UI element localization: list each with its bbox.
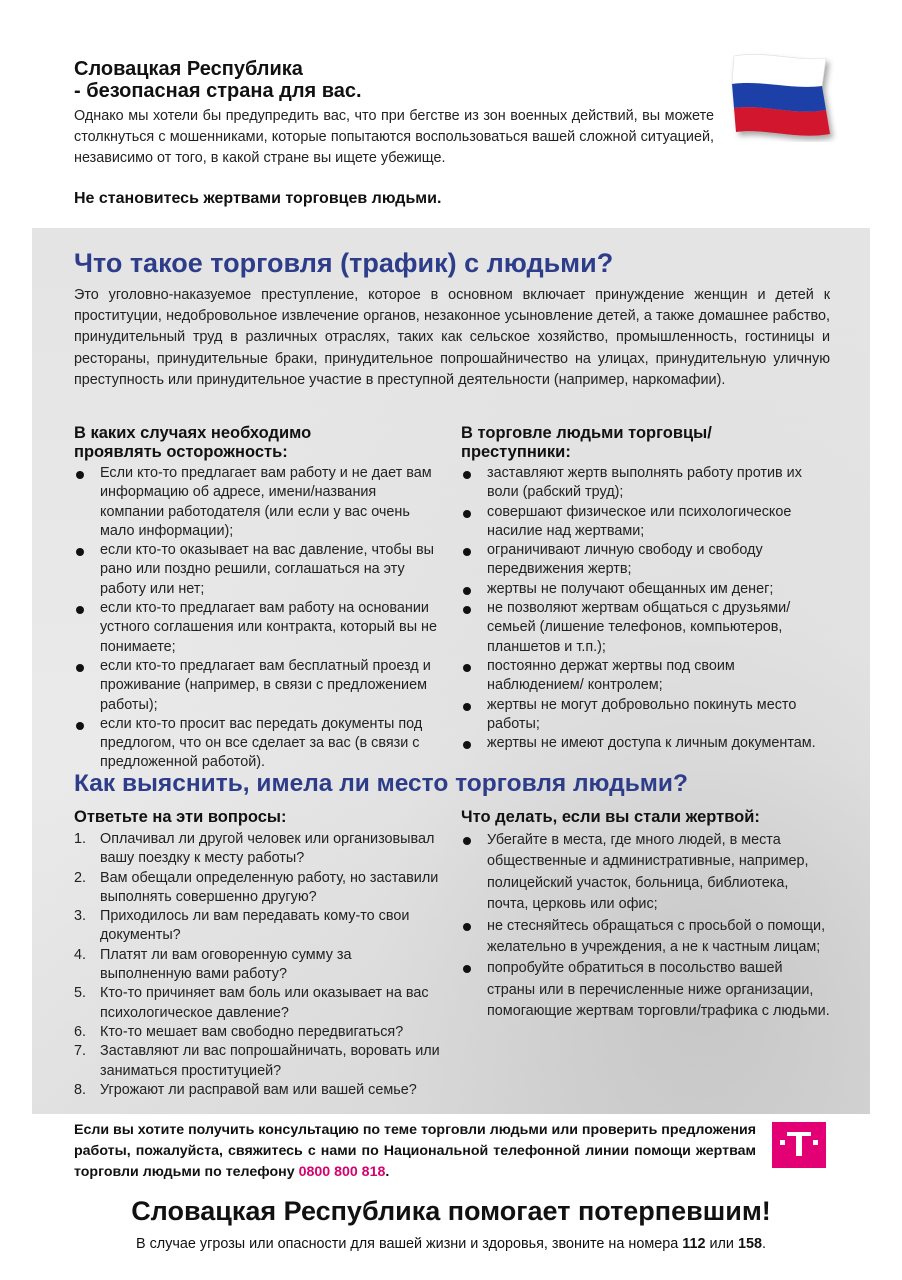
list-item (74, 907, 446, 946)
list-item: попробуйте обратиться в посольство вашей страны или в перечисленные ниже организации, помогающие жертвам торговли/трафика с людьми. (461, 958, 831, 1022)
caution-heading (74, 424, 311, 462)
list-item: если кто-то предлагает вам работу на основании устного соглашения или контракта, который вы не понимаете; (74, 599, 444, 657)
warning-text: Не становитесь жертвами торговцев людьми. (74, 190, 442, 207)
list-number: 4. (74, 946, 87, 963)
traffickers-list (461, 464, 829, 753)
list-item: заставляют жертв выполнять работу против их воли (рабский труд); (461, 464, 829, 503)
traffickers-heading (461, 424, 712, 462)
list-item: совершают физическое или психологическое насилие над жертвами; (461, 503, 829, 542)
actions-heading: Что делать, если вы стали жертвой: (461, 808, 760, 826)
actions-list (461, 830, 831, 1023)
questions-list (74, 830, 446, 1100)
list-item: жертвы не могут добровольно покинуть место работы; (461, 696, 829, 735)
list-text: Платят ли вам оговоренную сумму за выполненную вами работу? (100, 946, 352, 983)
list-item (74, 1023, 446, 1042)
list-item: жертвы не имеют доступа к личным документам. (461, 734, 829, 753)
list-item (74, 984, 446, 1023)
list-item: постоянно держат жертвы под своим наблюдением/ контролем; (461, 657, 829, 696)
traffickers-heading-line2: преступники: (461, 443, 571, 461)
definition-text: Это уголовно-наказуемое преступление, которое в основном включает принуждение женщин и детей к проституции, недобровольное извлечение органов, незаконное усыновление детей, а также домашнее рабство, принудительный труд в различных отраслях, таких как сельское хозяйство, промышленность, гостиницы и рестораны, принудительные браки, принудительное попрошайничество на улицах, принудительную уличную преступность или принудительное участие в преступной деятельности (например, наркомафии). (74, 287, 830, 388)
list-item (74, 946, 446, 985)
intro-title (74, 58, 362, 102)
intro-title-line1: Словацкая Республика (74, 58, 303, 80)
consult-end: . (385, 1164, 390, 1180)
russian-flag-icon (726, 46, 856, 142)
intro-text: Однако мы хотели бы предупредить вас, что при бегстве из зон военных действий, вы можете столкнуться с мошенниками, которые попытаются воспользоваться вашей сложной ситуацией, независимо от того, в какой стране вы ищете убежище. (74, 108, 714, 166)
list-item (74, 1081, 446, 1100)
definition-heading: Что такое торговля (трафик) с людьми? (74, 248, 614, 278)
list-text: Вам обещали определенную работу, но заставили выполнять совершенно другую? (100, 869, 439, 905)
list-item (74, 1042, 446, 1081)
find-out-heading: Как выяснить, имела ли место торговля людьми? (74, 770, 688, 797)
list-item: жертвы не получают обещанных им денег; (461, 580, 829, 599)
list-item: если кто-то просит вас передать документы под предлогом, что он все сделает за вас (в связи с предложенной работой). (74, 715, 444, 773)
list-text: Приходилось ли вам передавать кому-то свои документы? (100, 908, 410, 944)
list-item: не стесняйтесь обращаться с просьбой о помощи, желательно в учреждения, а не к частным лицам; (461, 916, 831, 959)
list-text: Угрожают ли расправой вам или вашей семье? (100, 1081, 417, 1098)
caution-list (74, 464, 444, 773)
emergency-number-158[interactable]: 158 (737, 1236, 762, 1252)
list-item (74, 869, 446, 908)
list-item: если кто-то предлагает вам бесплатный проезд и проживание (например, в связи с предложением работы); (74, 657, 444, 715)
footer-end: . (761, 1236, 766, 1252)
emergency-number-112[interactable]: 112 (682, 1236, 706, 1252)
caution-heading-line2: проявлять осторожность: (74, 443, 288, 461)
hotline-phone[interactable]: 0800 800 818 (298, 1164, 386, 1180)
list-number: 7. (74, 1043, 87, 1060)
footer-title: Словацкая Республика помогает потерпевшим! (131, 1196, 771, 1226)
list-text: Оплачивал ли другой человек или организовывал вашу поездку к месту работы? (100, 831, 435, 867)
footer-sub-text: В случае угрозы или опасности для вашей жизни и здоровья, звоните на номера (136, 1236, 679, 1252)
caution-heading-line1: В каких случаях необходимо (74, 424, 312, 442)
list-text: Кто-то причиняет вам боль или оказывает на вас психологическое давление? (100, 985, 429, 1021)
list-number: 3. (74, 908, 87, 925)
footer-or: или (709, 1236, 734, 1252)
traffickers-heading-line1: В торговле людьми торговцы/ (461, 424, 712, 442)
footer-subtitle (0, 1236, 902, 1252)
list-number: 8. (74, 1081, 87, 1098)
list-text: Кто-то мешает вам свободно передвигаться? (100, 1023, 404, 1040)
list-item: Если кто-то предлагает вам работу и не дает вам информацию об адресе, имени/названия компании работодателя (или если у вас очень мало информации); (74, 464, 444, 541)
list-item: если кто-то оказывает на вас давление, чтобы вы рано или поздно решили, соглашаться на эту работу или нет; (74, 541, 444, 599)
list-number: 1. (74, 831, 87, 847)
list-item (74, 830, 446, 869)
list-number: 2. (74, 869, 87, 886)
telekom-t-logo-icon (772, 1122, 826, 1168)
list-number: 5. (74, 985, 87, 1002)
list-item: ограничивают личную свободу и свободу передвижения жертв; (461, 541, 829, 580)
consult-text (74, 1120, 756, 1183)
intro-title-line2: - безопасная страна для вас. (74, 80, 362, 102)
list-text: Заставляют ли вас попрошайничать, воровать или заниматься проституцией? (100, 1043, 440, 1079)
questions-heading: Ответьте на эти вопросы: (74, 808, 287, 826)
list-item: не позволяют жертвам общаться с друзьями/ семьей (лишение телефонов, компьютеров, планшетов и т.п.); (461, 599, 829, 657)
consult-body: Если вы хотите получить консультацию по теме торговли людьми или проверить предложения работы, пожалуйста, свяжитесь с нами по Национальной телефонной линии помощи жертвам торговли людьми по телефону (74, 1122, 757, 1180)
list-item: Убегайте в места, где много людей, в места общественные и административные, например, полицейский участок, больница, библиотека, почта, церковь или офис; (461, 830, 831, 916)
list-number: 6. (74, 1023, 87, 1040)
